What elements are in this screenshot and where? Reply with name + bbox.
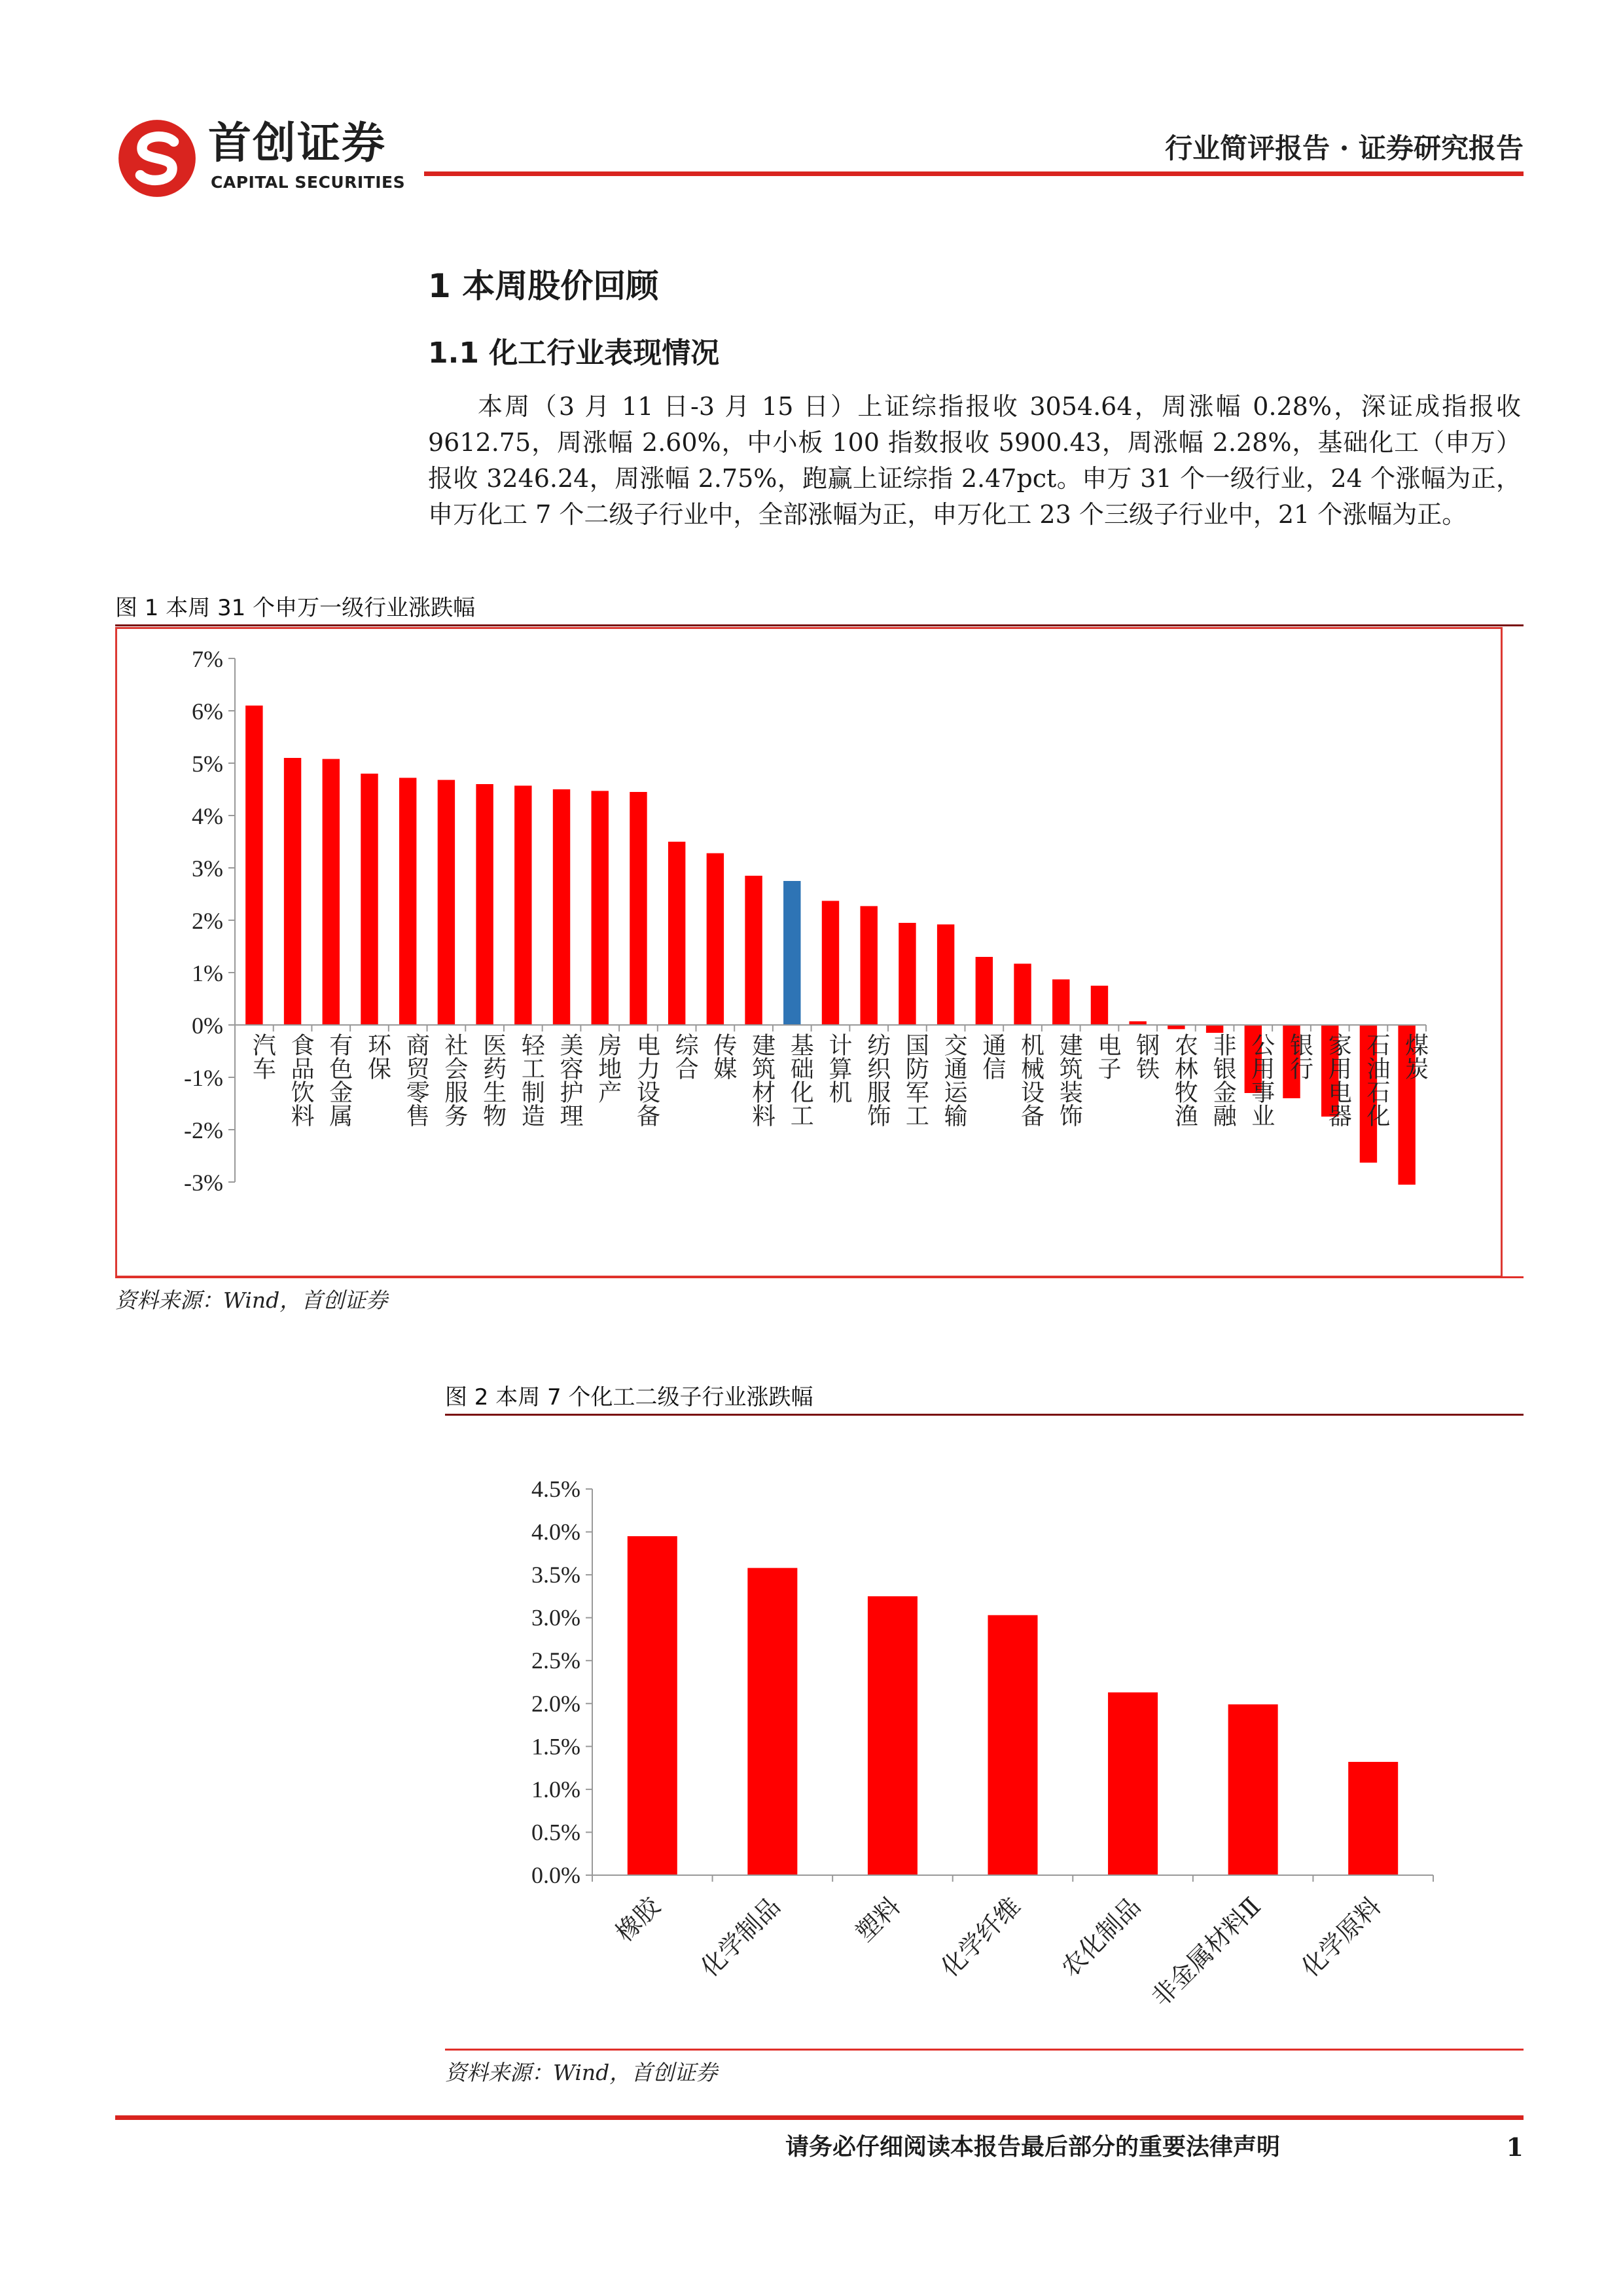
figure1-y-tick-label: 4%: [192, 803, 223, 829]
figure1-y-tick-label: 5%: [192, 751, 223, 777]
figure1-chart-frame: [115, 627, 1503, 1278]
figure1-category-label: 汽车: [249, 1033, 276, 1080]
figure2-bar: [1228, 1704, 1278, 1875]
figure1-category-label: 轻工制造: [518, 1033, 545, 1127]
figure2-y-tick-label: 4.5%: [531, 1476, 580, 1502]
figure1-bar: [553, 789, 570, 1025]
figure1-bar: [592, 791, 609, 1025]
figure2-y-tick-label: 2.5%: [531, 1647, 580, 1674]
figure1-category-label: 建筑装饰: [1056, 1033, 1083, 1127]
figure1-bar: [861, 906, 878, 1025]
figure1-bar: [783, 881, 800, 1025]
figure1-category-label: 国防军工: [902, 1033, 929, 1127]
figure1-category-label: 综合: [672, 1033, 699, 1080]
figure2-category-label: 塑料: [851, 1892, 906, 1948]
logo-chinese-name: 首创证券: [208, 118, 386, 168]
figure1-bar: [822, 901, 839, 1025]
figure1-bar: [438, 780, 455, 1025]
figure1-y-tick-label: 7%: [192, 646, 223, 672]
figure1-y-tick-label: 2%: [192, 908, 223, 934]
figure2-y-tick-label: 4.0%: [531, 1518, 580, 1545]
subsection-heading: 1.1 化工行业表现情况: [428, 336, 720, 370]
report-type: 行业简评报告 · 证券研究报告: [1165, 132, 1524, 164]
capital-securities-logo-icon: [115, 117, 199, 200]
figure1-category-label: 基础化工: [787, 1033, 814, 1127]
figure1-chart: [117, 629, 1501, 1276]
figure1-category-label: 公用事业: [1248, 1033, 1275, 1127]
figure1-title-rule: [115, 624, 1524, 626]
figure2-bottom-rule: [445, 2049, 1524, 2051]
figure2-category-label: 非金属材料Ⅱ: [1147, 1892, 1267, 2012]
figure1-y-tick-label: -3%: [184, 1170, 223, 1196]
figure1-category-label: 社会服务: [441, 1033, 468, 1127]
figure1-bar: [514, 785, 531, 1025]
figure2-bar: [868, 1596, 918, 1875]
legal-disclaimer: 请务必仔细阅读本报告最后部分的重要法律声明: [785, 2133, 1281, 2161]
body-paragraph: 本周（3 月 11 日-3 月 15 日）上证综指报收 3054.64，周涨幅 0.28%，深证成指报收 9612.75，周涨幅 2.60%，中小板 100 指数报收 5900.43，周涨幅 2.28%，基础化工（申万）报收 3246.24，周涨幅 2.75%，跑赢上证综指 2.47pct。申万 31 个一级行业，24 个涨幅为正，申万化工 7 个二级子行业中，全部涨幅为正，申万化工 23 个三级子行业中，21 个涨幅为正。: [428, 392, 1521, 529]
figure2-y-tick-label: 1.0%: [531, 1776, 580, 1803]
figure1-category-label: 纺织服饰: [864, 1033, 891, 1127]
figure1-bar: [745, 876, 762, 1025]
figure1-category-label: 传媒: [710, 1033, 737, 1080]
figure1-category-label: 交通运输: [941, 1033, 968, 1127]
figure2-y-tick-label: 1.5%: [531, 1733, 580, 1760]
figure2-bar: [1348, 1762, 1398, 1875]
figure2-bar: [747, 1568, 797, 1875]
figure2-y-tick-label: 0.5%: [531, 1819, 580, 1846]
figure1-bar: [976, 957, 993, 1025]
figure1-category-label: 商贸零售: [403, 1033, 430, 1127]
figure2-bar: [628, 1536, 677, 1875]
figure1-bar: [937, 924, 954, 1025]
figure1-bar: [668, 842, 685, 1025]
figure1-y-tick-label: 0%: [192, 1013, 223, 1039]
figure1-bar: [1052, 979, 1069, 1025]
figure1-bottom-rule: [115, 1276, 1524, 1278]
figure2-title: 图 2 本周 7 个化工二级子行业涨跌幅: [445, 1384, 813, 1410]
figure1-y-tick-label: 3%: [192, 855, 223, 882]
page-number: 1: [1506, 2132, 1524, 2162]
figure1-bar: [707, 853, 724, 1025]
figure1-category-label: 电力设备: [633, 1033, 660, 1127]
figure1-bar: [361, 774, 378, 1025]
figure1-y-tick-label: 1%: [192, 960, 223, 986]
figure1-category-label: 非银金融: [1210, 1033, 1237, 1127]
figure1-category-label: 石油石化: [1363, 1033, 1390, 1127]
figure1-bar: [476, 784, 493, 1025]
figure2-y-tick-label: 3.5%: [531, 1562, 580, 1588]
figure1-category-label: 美容护理: [557, 1033, 584, 1127]
figure1-category-label: 通信: [979, 1033, 1006, 1080]
footer-divider: [115, 2115, 1524, 2120]
header-divider: [424, 171, 1524, 176]
figure1-category-label: 银行: [1287, 1033, 1313, 1080]
figure1-category-label: 家用电器: [1325, 1033, 1352, 1127]
figure1-category-label: 环保: [365, 1033, 391, 1080]
figure1-category-label: 计算机: [826, 1033, 852, 1103]
figure1-bar: [1206, 1025, 1223, 1033]
figure1-source: 资料来源：Wind，首创证券: [115, 1287, 388, 1313]
figure1-bar: [399, 778, 416, 1025]
figure2-source: 资料来源：Wind，首创证券: [445, 2060, 718, 2085]
figure1-category-label: 食品饮料: [288, 1033, 315, 1127]
figure1-category-label: 煤炭: [1402, 1033, 1429, 1080]
figure1-category-label: 房地产: [595, 1033, 622, 1103]
figure1-category-label: 建筑材料: [749, 1033, 776, 1127]
figure1-bar: [630, 792, 647, 1025]
figure2-category-label: 农化制品: [1056, 1892, 1147, 1982]
figure2-bar: [1108, 1693, 1158, 1875]
figure2-category-label: 化学原料: [1296, 1892, 1387, 1982]
figure1-bar: [1091, 986, 1108, 1025]
figure2-title-rule: [445, 1414, 1524, 1416]
figure1-bar: [323, 759, 340, 1025]
logo-english-name: CAPITAL SECURITIES: [211, 173, 406, 192]
figure1-bar: [284, 758, 301, 1025]
figure2-bar: [988, 1615, 1038, 1875]
figure1-bar: [1014, 963, 1031, 1025]
figure1-bar: [899, 923, 916, 1025]
figure2-chart: [445, 1433, 1524, 2055]
figure1-y-tick-label: 6%: [192, 698, 223, 725]
figure1-category-label: 农林牧渔: [1171, 1033, 1198, 1127]
figure1-bar: [245, 706, 262, 1025]
figure2-y-tick-label: 2.0%: [531, 1690, 580, 1717]
figure2-y-tick-label: 0.0%: [531, 1862, 580, 1888]
figure1-category-label: 钢铁: [1133, 1033, 1160, 1080]
figure1-category-label: 医药生物: [480, 1033, 507, 1127]
figure1-title: 图 1 本周 31 个申万一级行业涨跌幅: [115, 595, 476, 621]
figure1-category-label: 电子: [1094, 1033, 1121, 1080]
section-heading: 1 本周股价回顾: [428, 267, 659, 305]
figure1-y-tick-label: -1%: [184, 1065, 223, 1091]
figure1-category-label: 有色金属: [326, 1033, 353, 1127]
figure1-category-label: 机械设备: [1018, 1033, 1044, 1127]
figure2-category-label: 化学纤维: [936, 1892, 1026, 1982]
figure2-category-label: 橡胶: [611, 1892, 666, 1948]
figure1-y-tick-label: -2%: [184, 1117, 223, 1143]
figure2-y-tick-label: 3.0%: [531, 1604, 580, 1631]
figure2-category-label: 化学制品: [696, 1892, 786, 1982]
